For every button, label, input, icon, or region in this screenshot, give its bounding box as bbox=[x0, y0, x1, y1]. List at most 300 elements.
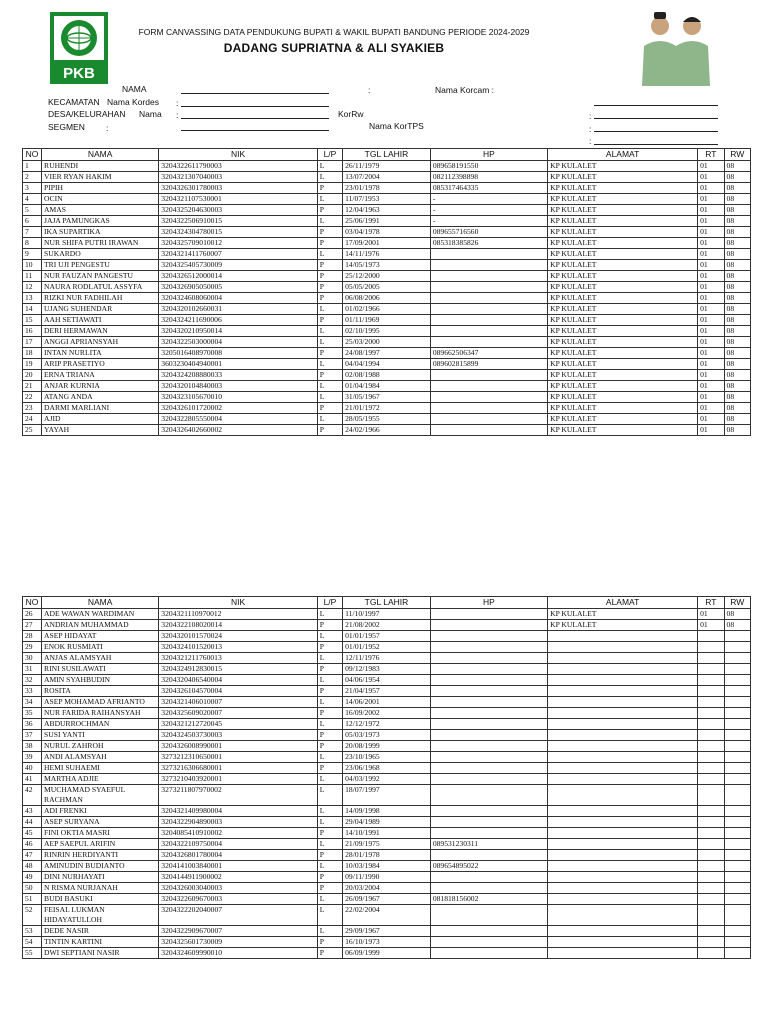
cell-rt bbox=[698, 763, 724, 774]
cell-no: 21 bbox=[23, 381, 42, 392]
cell-no: 33 bbox=[23, 686, 42, 697]
cell-tgl-lahir: 14/05/1973 bbox=[343, 260, 431, 271]
cell-lp: L bbox=[317, 172, 342, 183]
table-row bbox=[23, 763, 751, 774]
cell-no: 7 bbox=[23, 227, 42, 238]
cell-rt: 01 bbox=[698, 161, 724, 172]
cell-alamat: KP KULALET bbox=[548, 282, 698, 293]
cell-lp: P bbox=[317, 664, 342, 675]
cell-alamat bbox=[548, 948, 698, 959]
cell-no: 22 bbox=[23, 392, 42, 403]
cell-lp: P bbox=[317, 370, 342, 381]
cell-rt: 01 bbox=[698, 370, 724, 381]
table-row bbox=[23, 370, 751, 381]
cell-tgl-lahir: 28/01/1978 bbox=[343, 850, 431, 861]
cell-alamat bbox=[548, 937, 698, 948]
cell-no: 32 bbox=[23, 675, 42, 686]
table-row bbox=[23, 403, 751, 414]
cell-rt: 01 bbox=[698, 414, 724, 425]
cell-lp: L bbox=[317, 697, 342, 708]
segmen-input[interactable] bbox=[181, 130, 329, 131]
cell-rt: 01 bbox=[698, 194, 724, 205]
cell-alamat: KP KULALET bbox=[548, 609, 698, 620]
cell-alamat bbox=[548, 828, 698, 839]
cell-lp: P bbox=[317, 260, 342, 271]
table-row bbox=[23, 304, 751, 315]
cell-rt: 01 bbox=[698, 392, 724, 403]
cell-alamat bbox=[548, 806, 698, 817]
cell-nik: 3204325609020007 bbox=[159, 708, 317, 719]
cell-nik: 3204321411760007 bbox=[159, 249, 317, 260]
cell-nama: HEMI SUHAEMI bbox=[42, 763, 159, 774]
cell-rw bbox=[724, 675, 750, 686]
cell-rw: 08 bbox=[724, 227, 750, 238]
cell-no: 42 bbox=[23, 785, 42, 806]
cell-nama: DINI NURHAYATI bbox=[42, 872, 159, 883]
cell-tgl-lahir: 21/04/1957 bbox=[343, 686, 431, 697]
cell-rt bbox=[698, 894, 724, 905]
cell-hp: 085317464335 bbox=[430, 183, 547, 194]
cell-rt: 01 bbox=[698, 293, 724, 304]
cell-no: 47 bbox=[23, 850, 42, 861]
cell-tgl-lahir: 09/11/1990 bbox=[343, 872, 431, 883]
cell-nik: 3204320102660031 bbox=[159, 304, 317, 315]
table-row bbox=[23, 817, 751, 828]
cell-nama: ASEP HIDAYAT bbox=[42, 631, 159, 642]
table-row bbox=[23, 664, 751, 675]
table-row bbox=[23, 774, 751, 785]
cell-tgl-lahir: 28/05/1955 bbox=[343, 414, 431, 425]
korcam-input[interactable] bbox=[594, 105, 718, 106]
cell-rw bbox=[724, 686, 750, 697]
colon: : bbox=[589, 111, 592, 121]
cell-alamat bbox=[548, 653, 698, 664]
cell-tgl-lahir: 29/09/1967 bbox=[343, 926, 431, 937]
cell-alamat: KP KULALET bbox=[548, 205, 698, 216]
cell-nik: 3204326008990001 bbox=[159, 741, 317, 752]
cell-nik: 3204324609990010 bbox=[159, 948, 317, 959]
cell-no: 48 bbox=[23, 861, 42, 872]
cell-no: 19 bbox=[23, 359, 42, 370]
cell-lp: L bbox=[317, 719, 342, 730]
cell-hp: 089658191550 bbox=[430, 161, 547, 172]
cell-lp: L bbox=[317, 926, 342, 937]
cell-tgl-lahir: 21/08/2002 bbox=[343, 620, 431, 631]
column-header-rt: RT bbox=[698, 597, 724, 609]
cell-rt bbox=[698, 937, 724, 948]
cell-nik: 3204085410910002 bbox=[159, 828, 317, 839]
cell-tgl-lahir: 01/11/1969 bbox=[343, 315, 431, 326]
cell-nik: 3204141003840001 bbox=[159, 861, 317, 872]
colon: : bbox=[589, 136, 592, 146]
cell-alamat: KP KULALET bbox=[548, 403, 698, 414]
cell-nik: 3273212310650001 bbox=[159, 752, 317, 763]
cell-rw bbox=[724, 850, 750, 861]
column-header-hp: HP bbox=[430, 149, 547, 161]
cell-rw bbox=[724, 839, 750, 850]
cell-lp: P bbox=[317, 883, 342, 894]
cell-alamat: KP KULALET bbox=[548, 271, 698, 282]
table-row bbox=[23, 752, 751, 763]
cell-lp: L bbox=[317, 752, 342, 763]
cell-no: 11 bbox=[23, 271, 42, 282]
cell-nik: 3204324304780015 bbox=[159, 227, 317, 238]
cell-lp: P bbox=[317, 763, 342, 774]
cell-rt: 01 bbox=[698, 249, 724, 260]
korrw-input[interactable] bbox=[594, 118, 718, 119]
cell-tgl-lahir: 13/07/2004 bbox=[343, 172, 431, 183]
cell-tgl-lahir: 02/08/1988 bbox=[343, 370, 431, 381]
cell-no: 12 bbox=[23, 282, 42, 293]
cell-nama: DEDE NASIR bbox=[42, 926, 159, 937]
cell-tgl-lahir: 14/09/1998 bbox=[343, 806, 431, 817]
cell-lp: L bbox=[317, 194, 342, 205]
cell-rt bbox=[698, 664, 724, 675]
cell-nama: ROSITA bbox=[42, 686, 159, 697]
cell-alamat bbox=[548, 850, 698, 861]
cell-rw: 08 bbox=[724, 315, 750, 326]
cell-no: 14 bbox=[23, 304, 42, 315]
cell-nik: 3204325204630003 bbox=[159, 205, 317, 216]
cell-nik: 3204325405730009 bbox=[159, 260, 317, 271]
cell-tgl-lahir: 17/09/2001 bbox=[343, 238, 431, 249]
cell-alamat bbox=[548, 697, 698, 708]
cell-hp bbox=[430, 282, 547, 293]
cell-nik: 3204322904890003 bbox=[159, 817, 317, 828]
cell-tgl-lahir: 06/08/2006 bbox=[343, 293, 431, 304]
cell-nik: 3204322202040007 bbox=[159, 905, 317, 926]
cell-nama: DWI SEPTIANI NASIR bbox=[42, 948, 159, 959]
table-row bbox=[23, 238, 751, 249]
cell-rt: 01 bbox=[698, 183, 724, 194]
cell-lp: P bbox=[317, 315, 342, 326]
cell-hp: - bbox=[430, 194, 547, 205]
cell-no: 9 bbox=[23, 249, 42, 260]
table-row bbox=[23, 414, 751, 425]
cell-nik: 3204320101570024 bbox=[159, 631, 317, 642]
cell-hp bbox=[430, 708, 547, 719]
logo-text: PKB bbox=[63, 65, 95, 82]
table-row bbox=[23, 828, 751, 839]
table-row bbox=[23, 697, 751, 708]
cell-alamat bbox=[548, 719, 698, 730]
cell-nama: AMAS bbox=[42, 205, 159, 216]
nama-kordes-label: Nama Kordes bbox=[107, 97, 159, 107]
cell-rw: 08 bbox=[724, 293, 750, 304]
cell-lp: L bbox=[317, 905, 342, 926]
cell-nik: 3204324211690006 bbox=[159, 315, 317, 326]
cell-rw bbox=[724, 872, 750, 883]
segmen-label: SEGMEN bbox=[48, 122, 85, 132]
cell-alamat bbox=[548, 708, 698, 719]
cell-alamat: KP KULALET bbox=[548, 359, 698, 370]
cell-rt: 01 bbox=[698, 304, 724, 315]
cell-hp bbox=[430, 872, 547, 883]
cell-hp bbox=[430, 763, 547, 774]
cell-rw bbox=[724, 642, 750, 653]
cell-nik: 3204322503000004 bbox=[159, 337, 317, 348]
table-row bbox=[23, 227, 751, 238]
cell-alamat: KP KULALET bbox=[548, 620, 698, 631]
cell-alamat: KP KULALET bbox=[548, 238, 698, 249]
cell-no: 34 bbox=[23, 697, 42, 708]
cell-no: 15 bbox=[23, 315, 42, 326]
table-row bbox=[23, 381, 751, 392]
cell-alamat: KP KULALET bbox=[548, 183, 698, 194]
cell-tgl-lahir: 29/04/1989 bbox=[343, 817, 431, 828]
cell-tgl-lahir: 23/01/1978 bbox=[343, 183, 431, 194]
table-header-row bbox=[23, 597, 751, 609]
table-row bbox=[23, 872, 751, 883]
cell-lp: L bbox=[317, 631, 342, 642]
cell-alamat bbox=[548, 730, 698, 741]
cell-rw: 08 bbox=[724, 194, 750, 205]
cell-tgl-lahir: 26/09/1967 bbox=[343, 894, 431, 905]
cell-tgl-lahir: 12/11/1976 bbox=[343, 653, 431, 664]
cell-alamat: KP KULALET bbox=[548, 293, 698, 304]
cell-rw bbox=[724, 730, 750, 741]
cell-rw: 08 bbox=[724, 304, 750, 315]
nama-input[interactable] bbox=[181, 93, 329, 94]
colon: : bbox=[589, 124, 592, 134]
cell-nik: 3273216306680001 bbox=[159, 763, 317, 774]
table-row bbox=[23, 642, 751, 653]
cell-alamat bbox=[548, 752, 698, 763]
cell-nama: NURUL ZAHROH bbox=[42, 741, 159, 752]
cell-alamat bbox=[548, 883, 698, 894]
cell-rw: 08 bbox=[724, 370, 750, 381]
cell-tgl-lahir: 25/12/2000 bbox=[343, 271, 431, 282]
cell-tgl-lahir: 31/05/1967 bbox=[343, 392, 431, 403]
cell-alamat: KP KULALET bbox=[548, 348, 698, 359]
cell-alamat bbox=[548, 642, 698, 653]
cell-lp: L bbox=[317, 304, 342, 315]
cell-alamat bbox=[548, 872, 698, 883]
cell-nama: ANGGI APRIANSYAH bbox=[42, 337, 159, 348]
cell-rw: 08 bbox=[724, 172, 750, 183]
column-header-rw: RW bbox=[724, 149, 750, 161]
cell-hp bbox=[430, 948, 547, 959]
cell-rt: 01 bbox=[698, 227, 724, 238]
cell-nik: 3204326101720002 bbox=[159, 403, 317, 414]
cell-lp: L bbox=[317, 817, 342, 828]
cell-rw bbox=[724, 653, 750, 664]
cell-rt bbox=[698, 806, 724, 817]
cell-nama: DARMI MARLIANI bbox=[42, 403, 159, 414]
cell-hp bbox=[430, 620, 547, 631]
extra-input[interactable] bbox=[594, 144, 718, 145]
cell-rw bbox=[724, 828, 750, 839]
cell-hp bbox=[430, 403, 547, 414]
table-row bbox=[23, 806, 751, 817]
cell-nama: ADI FRENKI bbox=[42, 806, 159, 817]
nama-label-2: Nama bbox=[139, 109, 162, 119]
table-row bbox=[23, 172, 751, 183]
cell-tgl-lahir: 26/11/1979 bbox=[343, 161, 431, 172]
cell-no: 50 bbox=[23, 883, 42, 894]
cell-no: 49 bbox=[23, 872, 42, 883]
cell-nama: ADE WAWAN WARDIMAN bbox=[42, 609, 159, 620]
korrw-label: KorRw bbox=[338, 109, 364, 119]
column-header-tgl-lahir: TGL LAHIR bbox=[343, 597, 431, 609]
cell-nik: 3204326402660002 bbox=[159, 425, 317, 436]
cell-rt: 01 bbox=[698, 260, 724, 271]
cell-nik: 3273211807970002 bbox=[159, 785, 317, 806]
cell-hp bbox=[430, 392, 547, 403]
cell-nama: ANJAR KURNIA bbox=[42, 381, 159, 392]
cell-nik: 3204321409980004 bbox=[159, 806, 317, 817]
cell-tgl-lahir: 14/11/1976 bbox=[343, 249, 431, 260]
cell-alamat bbox=[548, 839, 698, 850]
cell-rw bbox=[724, 774, 750, 785]
cell-rw: 08 bbox=[724, 238, 750, 249]
cell-no: 23 bbox=[23, 403, 42, 414]
cell-nik: 3204322506910015 bbox=[159, 216, 317, 227]
cell-nik: 3204326512000014 bbox=[159, 271, 317, 282]
cell-rt: 01 bbox=[698, 403, 724, 414]
cell-no: 4 bbox=[23, 194, 42, 205]
cell-alamat: KP KULALET bbox=[548, 392, 698, 403]
cell-nama: AJID bbox=[42, 414, 159, 425]
cell-tgl-lahir: 18/07/1997 bbox=[343, 785, 431, 806]
cell-rt bbox=[698, 653, 724, 664]
table-row bbox=[23, 194, 751, 205]
cell-rw: 08 bbox=[724, 282, 750, 293]
cell-no: 44 bbox=[23, 817, 42, 828]
candidates-title: DADANG SUPRIATNA & ALI SYAKIEB bbox=[223, 41, 445, 55]
cell-alamat: KP KULALET bbox=[548, 172, 698, 183]
cell-nik: 3603230404940001 bbox=[159, 359, 317, 370]
cell-rw: 08 bbox=[724, 205, 750, 216]
cell-rw bbox=[724, 741, 750, 752]
cell-nama: PIPIH bbox=[42, 183, 159, 194]
cell-rw: 08 bbox=[724, 414, 750, 425]
cell-tgl-lahir: 12/12/1972 bbox=[343, 719, 431, 730]
cell-no: 29 bbox=[23, 642, 42, 653]
cell-tgl-lahir: 01/02/1966 bbox=[343, 304, 431, 315]
cell-tgl-lahir: 14/10/1991 bbox=[343, 828, 431, 839]
cell-rt bbox=[698, 948, 724, 959]
cell-no: 40 bbox=[23, 763, 42, 774]
cell-hp bbox=[430, 752, 547, 763]
cell-no: 8 bbox=[23, 238, 42, 249]
cell-rt bbox=[698, 872, 724, 883]
cell-rw bbox=[724, 817, 750, 828]
cell-hp bbox=[430, 381, 547, 392]
cell-rt: 01 bbox=[698, 359, 724, 370]
cell-hp bbox=[430, 806, 547, 817]
nama-korcam-label: Nama Korcam : bbox=[435, 85, 495, 95]
cell-rt bbox=[698, 817, 724, 828]
cell-no: 5 bbox=[23, 205, 42, 216]
cell-hp: - bbox=[430, 216, 547, 227]
cell-rw: 08 bbox=[724, 249, 750, 260]
cell-lp: L bbox=[317, 609, 342, 620]
cell-no: 39 bbox=[23, 752, 42, 763]
cell-nik: 3204320210950014 bbox=[159, 326, 317, 337]
column-header-lp: L/P bbox=[317, 597, 342, 609]
cell-hp bbox=[430, 326, 547, 337]
desa-input[interactable] bbox=[181, 118, 329, 119]
table-row bbox=[23, 741, 751, 752]
cell-nik: 3204321110970012 bbox=[159, 609, 317, 620]
cell-tgl-lahir: 03/04/1978 bbox=[343, 227, 431, 238]
cell-hp bbox=[430, 883, 547, 894]
cell-hp bbox=[430, 785, 547, 806]
cell-alamat: KP KULALET bbox=[548, 414, 698, 425]
cell-hp bbox=[430, 653, 547, 664]
table-row bbox=[23, 205, 751, 216]
cell-tgl-lahir: 10/03/1984 bbox=[343, 861, 431, 872]
cell-tgl-lahir: 01/01/1957 bbox=[343, 631, 431, 642]
cell-nik: 3204326104570004 bbox=[159, 686, 317, 697]
cell-rt: 01 bbox=[698, 326, 724, 337]
table-row bbox=[23, 359, 751, 370]
cell-lp: L bbox=[317, 894, 342, 905]
cell-no: 18 bbox=[23, 348, 42, 359]
colon: : bbox=[176, 110, 179, 120]
kecamatan-input[interactable] bbox=[181, 106, 329, 107]
cell-rt bbox=[698, 675, 724, 686]
cell-rt: 01 bbox=[698, 271, 724, 282]
cell-rt bbox=[698, 697, 724, 708]
cell-rt: 01 bbox=[698, 315, 724, 326]
column-header-nik: NIK bbox=[159, 149, 317, 161]
cell-alamat bbox=[548, 926, 698, 937]
cell-hp: 089655716560 bbox=[430, 227, 547, 238]
table-row bbox=[23, 260, 751, 271]
cell-rw: 08 bbox=[724, 183, 750, 194]
column-header-nama: NAMA bbox=[42, 149, 159, 161]
cell-rt bbox=[698, 719, 724, 730]
cell-no: 55 bbox=[23, 948, 42, 959]
cell-lp: L bbox=[317, 653, 342, 664]
kortps-input[interactable] bbox=[594, 131, 718, 132]
cell-nama: NUR FARIDA RAIHANSYAH bbox=[42, 708, 159, 719]
cell-rt: 01 bbox=[698, 609, 724, 620]
candidate-photo bbox=[634, 8, 718, 86]
cell-nik: 3204324608060004 bbox=[159, 293, 317, 304]
cell-rw bbox=[724, 948, 750, 959]
cell-nik: 3204322611790003 bbox=[159, 161, 317, 172]
cell-no: 31 bbox=[23, 664, 42, 675]
cell-rw: 08 bbox=[724, 381, 750, 392]
cell-no: 20 bbox=[23, 370, 42, 381]
cell-nik: 3204324503730003 bbox=[159, 730, 317, 741]
cell-rw bbox=[724, 905, 750, 926]
table-row bbox=[23, 282, 751, 293]
cell-alamat bbox=[548, 741, 698, 752]
cell-no: 25 bbox=[23, 425, 42, 436]
cell-nik: 3204323105670010 bbox=[159, 392, 317, 403]
cell-lp: L bbox=[317, 785, 342, 806]
cell-nama: AEP SAEPUL ARIFIN bbox=[42, 839, 159, 850]
cell-rw: 08 bbox=[724, 425, 750, 436]
cell-alamat: KP KULALET bbox=[548, 304, 698, 315]
table-header-row bbox=[23, 149, 751, 161]
cell-nama: ENOK RUSMIATI bbox=[42, 642, 159, 653]
cell-tgl-lahir: 24/02/1966 bbox=[343, 425, 431, 436]
cell-lp: P bbox=[317, 348, 342, 359]
cell-rw: 08 bbox=[724, 348, 750, 359]
cell-tgl-lahir: 20/08/1999 bbox=[343, 741, 431, 752]
cell-no: 46 bbox=[23, 839, 42, 850]
cell-hp bbox=[430, 370, 547, 381]
cell-rw bbox=[724, 708, 750, 719]
table-row bbox=[23, 348, 751, 359]
cell-no: 6 bbox=[23, 216, 42, 227]
cell-no: 27 bbox=[23, 620, 42, 631]
